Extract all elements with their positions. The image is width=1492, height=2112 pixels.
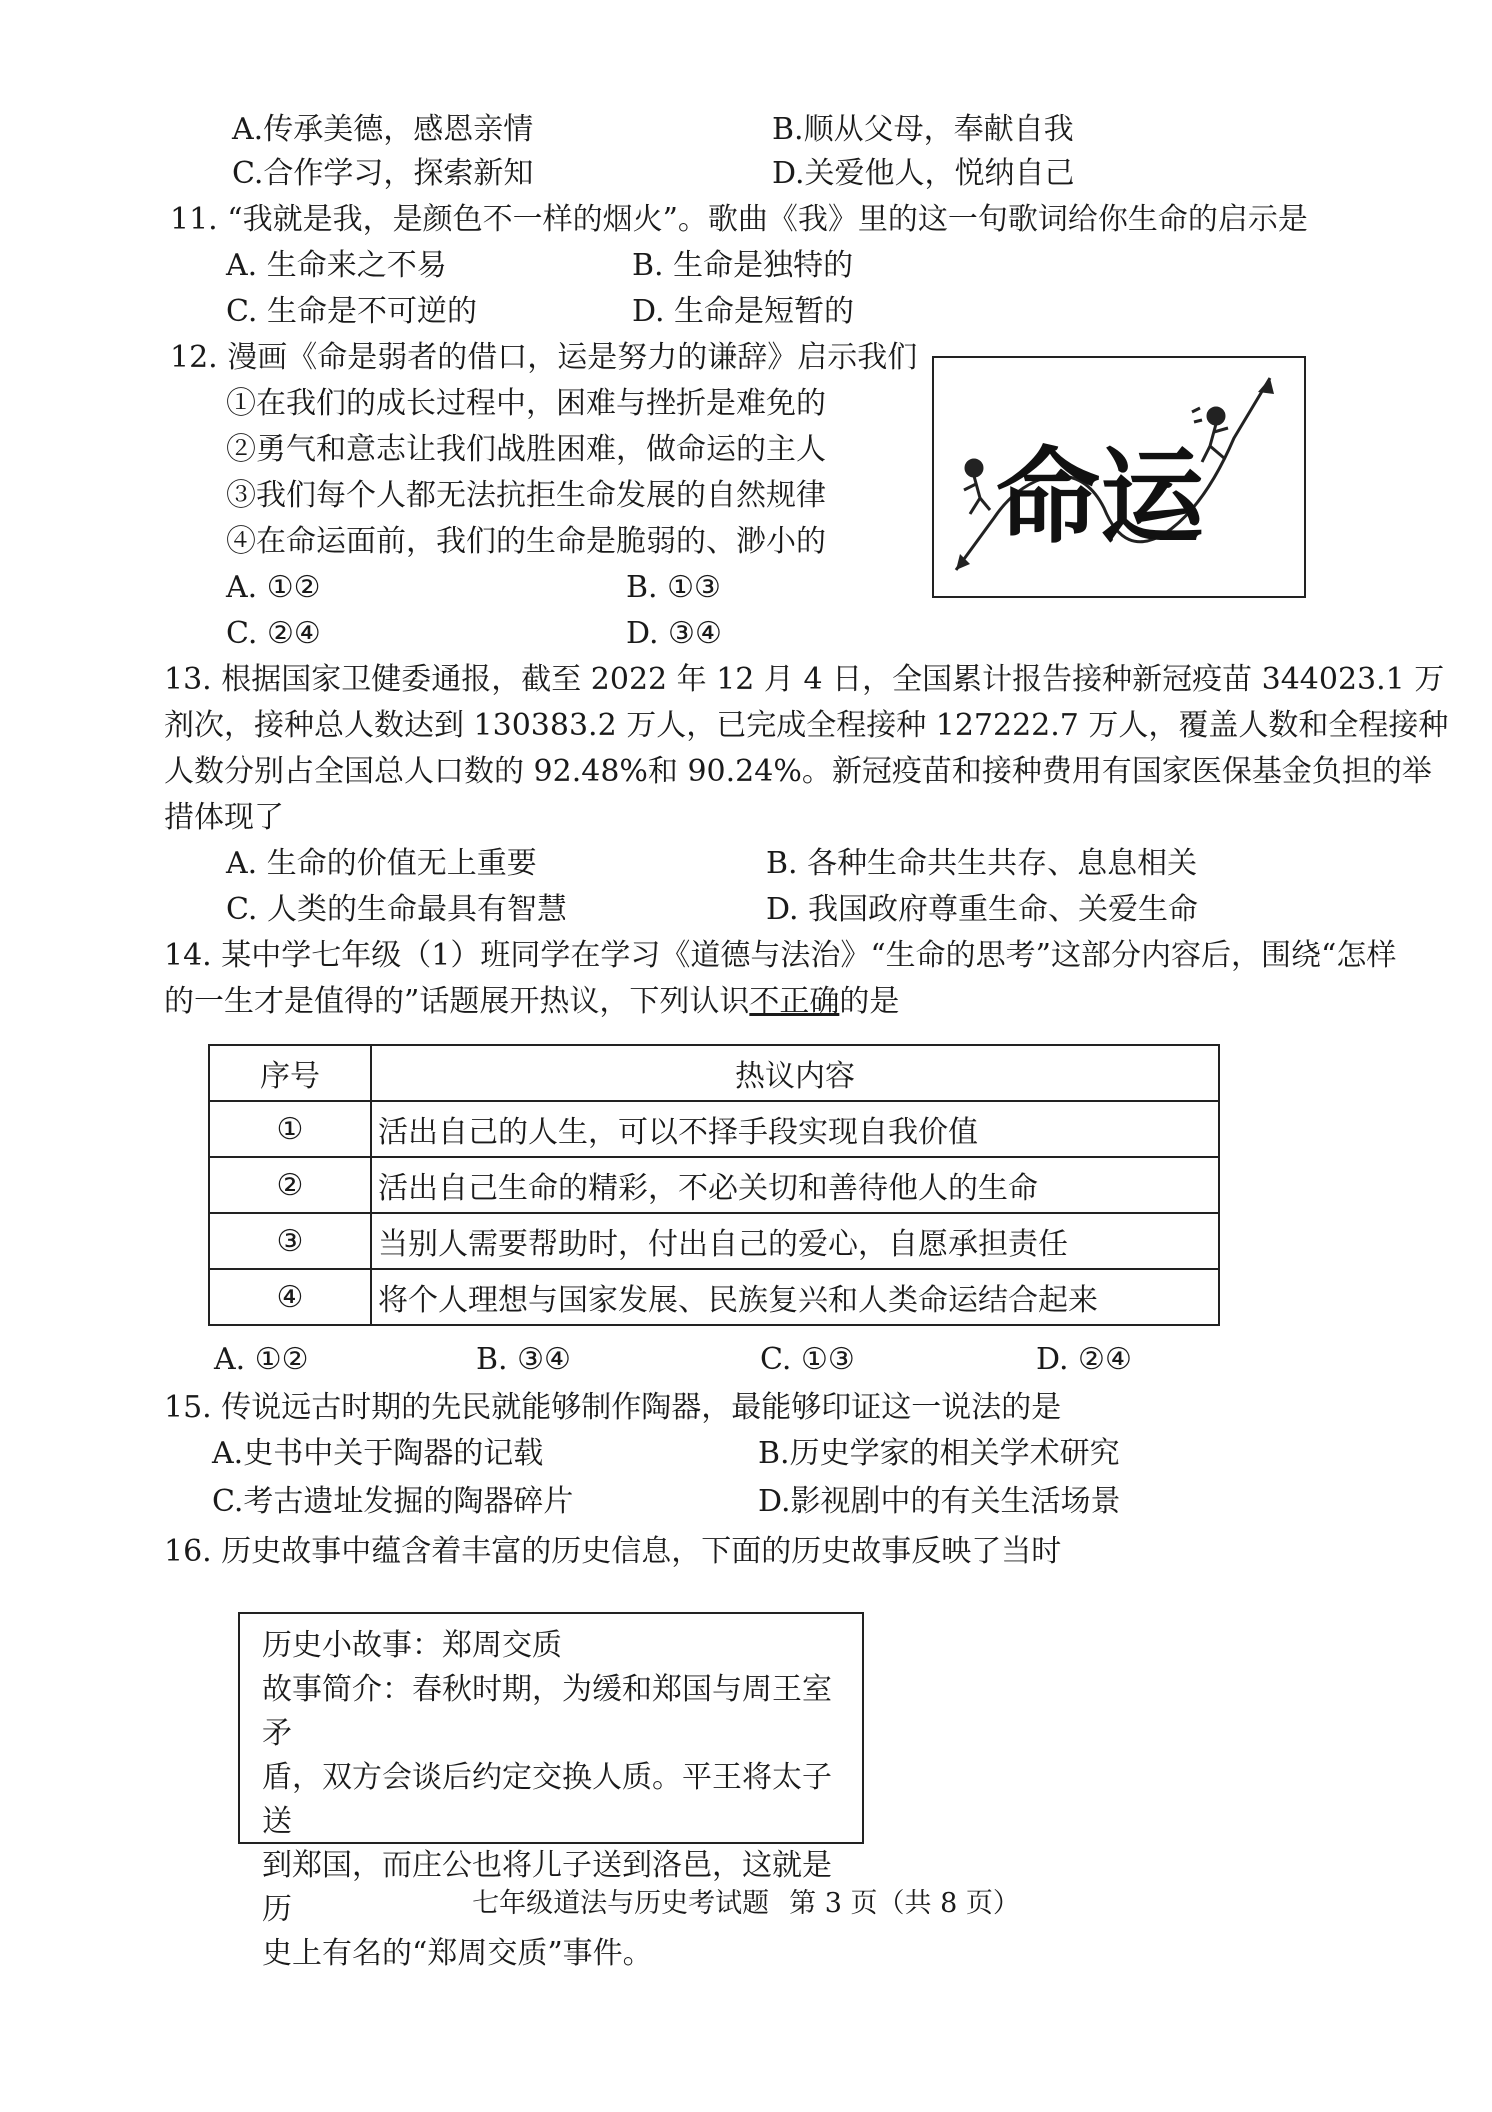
q13-stem-line4: 措体现了 bbox=[164, 800, 284, 835]
q12-option-c: C. ②④ bbox=[226, 616, 321, 651]
q15-option-d: D.影视剧中的有关生活场景 bbox=[758, 1484, 1121, 1519]
q12-option-b: B. ①③ bbox=[626, 570, 721, 605]
q10-option-d: D.关爱他人，悦纳自己 bbox=[772, 156, 1075, 191]
q14-stem-line2-post: 的是 bbox=[839, 984, 900, 1019]
falling-figure-icon bbox=[964, 460, 990, 514]
q13-option-c: C. 人类的生命最具有智慧 bbox=[226, 892, 567, 927]
q13-option-a: A. 生命的价值无上重要 bbox=[226, 846, 537, 881]
table-row bbox=[209, 1157, 1219, 1213]
table-cell-number: ④ bbox=[209, 1269, 371, 1325]
story-line: 盾，双方会谈后约定交换人质。平王将太子送 bbox=[262, 1760, 832, 1839]
q12-statement-3: ③我们每个人都无法抗拒生命发展的自然规律 bbox=[226, 478, 826, 513]
table-cell-content: 当别人需要帮助时，付出自己的爱心，自愿承担责任 bbox=[371, 1213, 1219, 1269]
q14-option-d: D. ②④ bbox=[1036, 1342, 1132, 1377]
story-line: 到郑国，而庄公也将儿子送到洛邑，这就是历 bbox=[262, 1848, 832, 1927]
q11-option-a: A. 生命来之不易 bbox=[226, 248, 447, 283]
q11-stem: 11. “我就是我，是颜色不一样的烟火”。歌曲《我》里的这一句歌词给你生命的启示是 bbox=[170, 202, 1308, 237]
q15-option-b: B.历史学家的相关学术研究 bbox=[758, 1436, 1120, 1471]
arrow-head-up bbox=[1258, 378, 1274, 394]
footer-exam-title: 七年级道法与历史考试题 bbox=[472, 1888, 770, 1919]
q15-stem: 15. 传说远古时期的先民就能够制作陶器，最能够印证这一说法的是 bbox=[164, 1390, 1062, 1425]
q11-option-d: D. 生命是短暂的 bbox=[632, 294, 855, 329]
table-cell-number: ② bbox=[209, 1157, 371, 1213]
story-title: 历史小故事：郑周交质 bbox=[262, 1628, 562, 1663]
q13-stem-line3: 人数分别占全国总人口数的 92.48%和 90.24%。新冠疫苗和接种费用有国家医保基金负担的举 bbox=[164, 754, 1432, 789]
q16-stem: 16. 历史故事中蕴含着丰富的历史信息，下面的历史故事反映了当时 bbox=[164, 1534, 1062, 1569]
q12-stem: 12. 漫画《命是弱者的借口，运是努力的谦辞》启示我们 bbox=[170, 340, 918, 375]
q13-stem-line1: 13. 根据国家卫健委通报，截至 2022 年 12 月 4 日，全国累计报告接种新冠疫苗 344023.1 万 bbox=[164, 662, 1445, 697]
table-row bbox=[209, 1269, 1219, 1325]
q14-option-a: A. ①② bbox=[214, 1342, 309, 1377]
q14-stem-line2 bbox=[164, 980, 899, 1024]
table-cell-content: 活出自己的人生，可以不择手段实现自我价值 bbox=[371, 1101, 1219, 1157]
table-header-content: 热议内容 bbox=[371, 1045, 1219, 1101]
footer-page-number: 第 3 页（共 8 页） bbox=[789, 1888, 1020, 1919]
table-row bbox=[209, 1213, 1219, 1269]
q11-option-b: B. 生命是独特的 bbox=[632, 248, 854, 283]
q14-table bbox=[208, 1044, 1220, 1326]
q15-option-a: A.史书中关于陶器的记载 bbox=[212, 1436, 544, 1471]
table-header-number: 序号 bbox=[209, 1045, 371, 1101]
q10-option-c: C.合作学习，探索新知 bbox=[232, 156, 534, 191]
table-cell-number: ① bbox=[209, 1101, 371, 1157]
q15-option-c: C.考古遗址发掘的陶器碎片 bbox=[212, 1484, 574, 1519]
q14-emphasis: 不正确 bbox=[749, 984, 840, 1019]
arrow-head-down bbox=[956, 554, 970, 570]
q14-option-c: C. ①③ bbox=[760, 1342, 855, 1377]
q12-option-d: D. ③④ bbox=[626, 616, 722, 651]
q12-statement-4: ④在命运面前，我们的生命是脆弱的、渺小的 bbox=[226, 524, 826, 559]
story-line: 史上有名的“郑周交质”事件。 bbox=[262, 1936, 653, 1971]
table-cell-content: 将个人理想与国家发展、民族复兴和人类命运结合起来 bbox=[371, 1269, 1219, 1325]
q14-stem-line1: 14. 某中学七年级（1）班同学在学习《道德与法治》“生命的思考”这部分内容后，围绕“怎样 bbox=[164, 938, 1397, 973]
q12-statement-2: ②勇气和意志让我们战胜困难，做命运的主人 bbox=[226, 432, 826, 467]
q14-option-b: B. ③④ bbox=[476, 1342, 571, 1377]
table-header-row bbox=[209, 1045, 1219, 1101]
q12-cartoon bbox=[932, 356, 1306, 598]
story-line: 故事简介：春秋时期，为缓和郑国与周王室矛 bbox=[262, 1672, 832, 1751]
q12-statement-1: ①在我们的成长过程中，困难与挫折是难免的 bbox=[226, 386, 826, 421]
q13-stem-line2: 剂次，接种总人数达到 130383.2 万人，已完成全程接种 127222.7 万人，覆盖人数和全程接种 bbox=[164, 708, 1449, 743]
cartoon-illustration bbox=[934, 358, 1304, 596]
q10-option-a: A.传承美德，感恩亲情 bbox=[232, 112, 534, 147]
q10-option-b: B.顺从父母，奉献自我 bbox=[772, 112, 1074, 147]
q14-stem-line2-pre: 的一生才是值得的”话题展开热议，下列认识 bbox=[164, 984, 750, 1019]
q13-option-b: B. 各种生命共生共存、息息相关 bbox=[766, 846, 1198, 881]
q13-option-d: D. 我国政府尊重生命、关爱生命 bbox=[766, 892, 1199, 927]
page-footer bbox=[0, 1884, 1492, 1924]
table-cell-number: ③ bbox=[209, 1213, 371, 1269]
q12-option-a: A. ①② bbox=[226, 570, 321, 605]
table-row bbox=[209, 1101, 1219, 1157]
cartoon-characters: 命运 bbox=[996, 436, 1205, 558]
table-cell-content: 活出自己生命的精彩，不必关切和善待他人的生命 bbox=[371, 1157, 1219, 1213]
q11-option-c: C. 生命是不可逆的 bbox=[226, 294, 477, 329]
